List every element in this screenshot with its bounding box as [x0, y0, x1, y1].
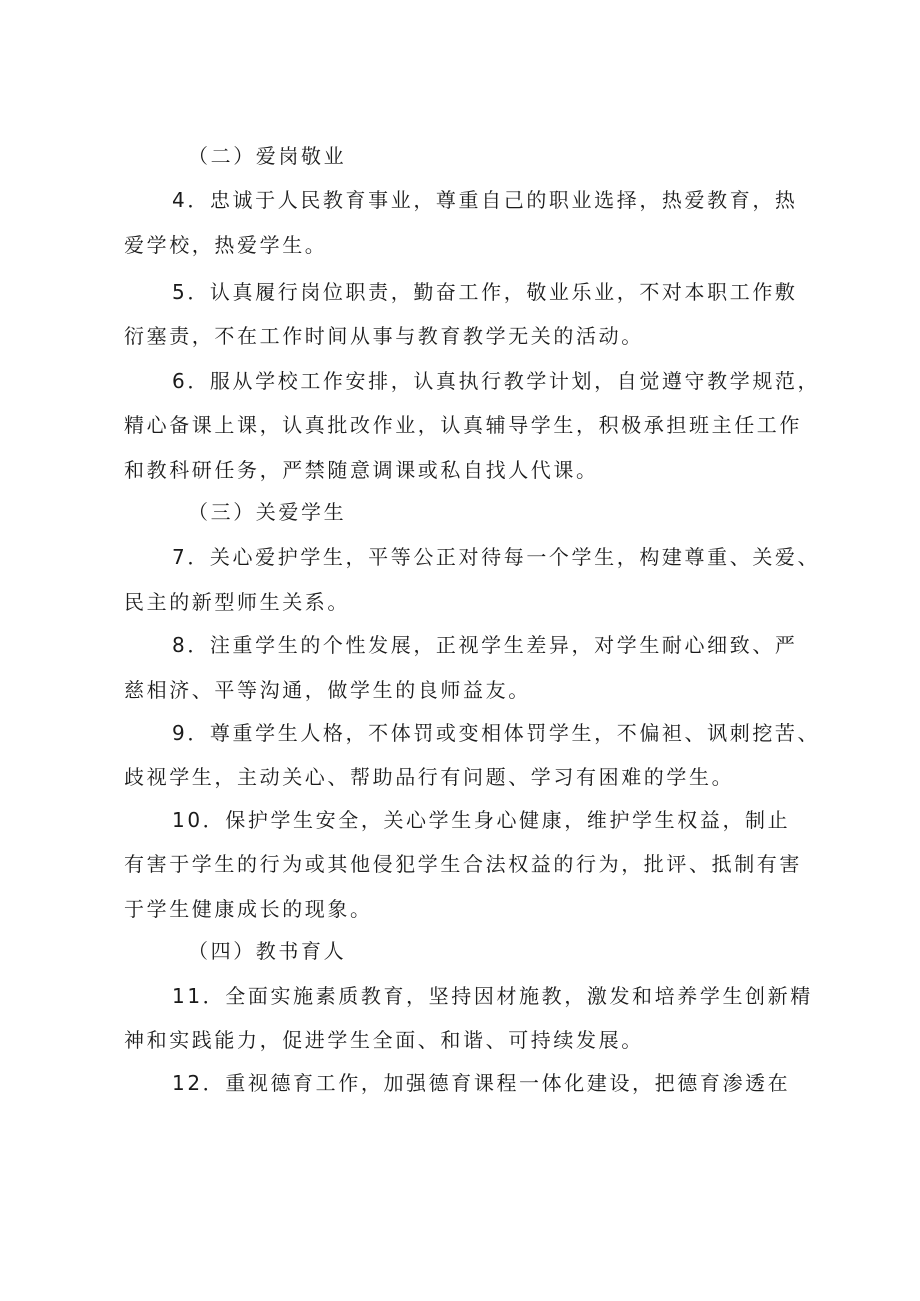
paragraph-line: 12．重视德育工作，加强德育课程一体化建设，把德育渗透在	[172, 1071, 791, 1095]
paragraph-line: 精心备课上课，认真批改作业，认真辅导学生，积极承担班主任工作	[124, 413, 802, 437]
paragraph-line: 6．服从学校工作安排，认真执行教学计划，自觉遵守教学规范，	[172, 369, 821, 393]
paragraph-line: 9．尊重学生人格，不体罚或变相体罚学生，不偏袒、讽刺挖苦、	[172, 721, 821, 745]
paragraph-line: 8．注重学生的个性发展，正视学生差异，对学生耐心细致、严	[172, 633, 798, 657]
paragraph-line: 有害于学生的行为或其他侵犯学生合法权益的行为，批评、抵制有害	[124, 852, 802, 876]
paragraph-line: 11．全面实施素质教育，坚持因材施教，激发和培养学生创新精	[172, 984, 813, 1008]
section-heading: （四）教书育人	[188, 939, 347, 963]
paragraph-line: 5．认真履行岗位职责，勤奋工作，敬业乐业，不对本职工作敷	[172, 280, 798, 304]
paragraph-line: 歧视学生，主动关心、帮助品行有问题、学习有困难的学生。	[124, 765, 735, 789]
paragraph-line: 慈相济、平等沟通，做学生的良师益友。	[124, 678, 531, 702]
section-heading: （二）爱岗敬业	[188, 144, 347, 168]
paragraph-line: 民主的新型师生关系。	[124, 590, 350, 614]
paragraph-line: 7．关心爱护学生，平等公正对待每一个学生，构建尊重、关爱、	[172, 545, 821, 569]
section-heading: （三）关爱学生	[188, 500, 347, 524]
paragraph-line: 衍塞责，不在工作时间从事与教育教学无关的活动。	[124, 324, 644, 348]
paragraph-line: 于学生健康成长的现象。	[124, 897, 373, 921]
paragraph-line: 爱学校，热爱学生。	[124, 233, 328, 257]
paragraph-line: 神和实践能力，促进学生全面、和谐、可持续发展。	[124, 1028, 644, 1052]
paragraph-line: 和教科研任务，严禁随意调课或私自找人代课。	[124, 458, 599, 482]
paragraph-line: 4．忠诚于人民教育事业，尊重自己的职业选择，热爱教育，热	[172, 188, 798, 212]
paragraph-line: 10．保护学生安全，关心学生身心健康，维护学生权益，制止	[172, 808, 791, 832]
